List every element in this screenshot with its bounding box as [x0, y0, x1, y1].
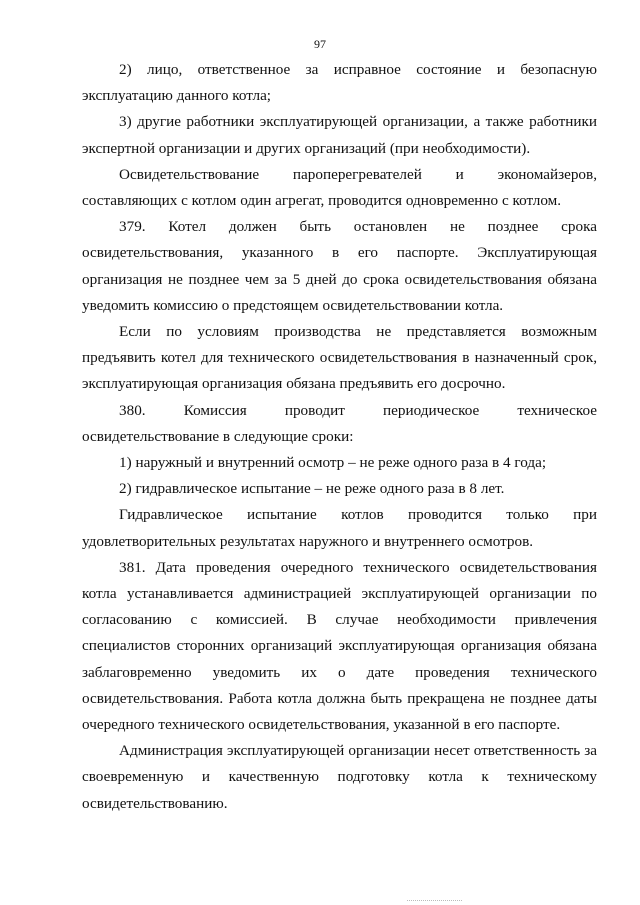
paragraph-other-workers: 3) другие работники эксплуатирующей организации, а также работники экспертной организации и других организаций (при необходимости). [82, 113, 597, 157]
list-item-external-inspection: 1) наружный и внутренний осмотр – не реже одного раза в 4 года; [119, 454, 547, 472]
paragraph-responsible-person: 2) лицо, ответственное за исправное состояние и безопасную эксплуатацию данного котла; [82, 61, 597, 105]
paragraph-hydraulic-test-condition: Гидравлическое испытание котлов проводится только при удовлетворительных результатах наружного и внутреннего осмотров. [82, 506, 597, 550]
paragraph-administration-responsibility: Администрация эксплуатирующей организации несет ответственность за своевременную и качественную подготовку котла к техническому освидетельствованию. [82, 742, 597, 812]
paragraph-superheaters-inspection: Освидетельствование пароперегревателей и экономайзеров, составляющих с котлом один агрегат, проводится одновременно с котлом. [82, 165, 597, 210]
document-body [82, 57, 597, 817]
paragraph-380: 380. Комиссия проводит периодическое техническое освидетельствование в следующие сроки: [82, 401, 597, 445]
list-item-hydraulic-test: 2) гидравлическое испытание – не реже одного раза в 8 лет. [119, 480, 505, 498]
scan-artifact-line [407, 900, 462, 901]
paragraph-381: 381. Дата проведения очередного технического освидетельствования котла устанавливается администрацией эксплуатирующей организации по согласованию с комиссией. В случае необходимости привлечения специалистов сторонних организаций эксплуатирующая организация обязана заблаговременно уведомить их о дате проведения технического освидетельствования. Работа котла должна быть прекращена не позднее даты очередного технического освидетельствования, указанной в его паспорте. [82, 558, 597, 734]
page-number: 97 [314, 37, 326, 51]
paragraph-early-presentation: Если по условиям производства не представляется возможным предъявить котел для технического освидетельствования в назначенный срок, эксплуатирующая организация обязана предъявить его досрочно. [82, 323, 597, 393]
paragraph-379: 379. Котел должен быть остановлен не позднее срока освидетельствования, указанного в его паспорте. Эксплуатирующая организация не позднее чем за 5 дней до срока освидетельствования обязана уведомить комиссию о предстоящем освидетельствовании котла. [82, 218, 597, 314]
